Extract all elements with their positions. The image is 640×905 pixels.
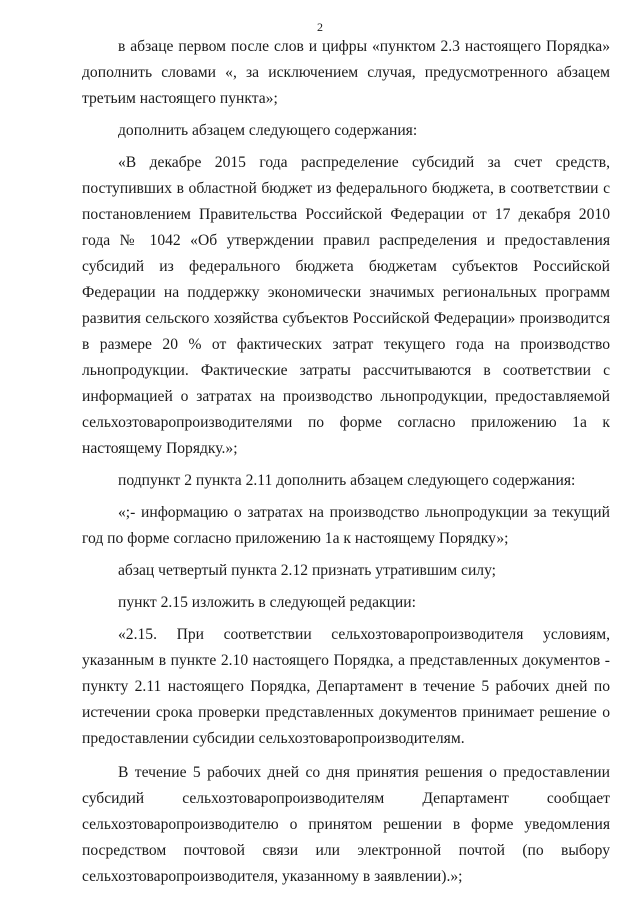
paragraph-cost-information: «;- информацию о затратах на производство льнопродукции за текущий год по форме согласно приложению 1а к настоящему Порядку»; — [82, 504, 610, 547]
paragraph-2-15-instruction: пункт 2.15 изложить в следующей редакции: — [118, 594, 416, 611]
paragraph-december-2015-subsidies: «В декабре 2015 года распределение субсидий за счет средств, поступивших в областной бюджет из федерального бюджета, в соответствии с постановлением Правительства Российской Федерации от 17 декабря 2010 года № 1042 «Об утверждении правил распределения и предоставления субсидий из федерального бюджета бюджетам субъектов Российской Федерации на поддержку экономически значимых региональных программ развития сельского хозяйства субъектов Российской Федерации» производится в размере 20 % от фактических затрат текущего года на производство льнопродукции. Фактические затраты рассчитываются в соответствии с информацией о затратах на производство льнопродукции, предоставляемой сельхозтоваропроизводителями по форме согласно приложению 1а к настоящему Порядку.»; — [82, 154, 610, 457]
paragraph-notification: В течение 5 рабочих дней со дня принятия решения о предоставлении субсидий сельхозтоваропроизводителям Департамент сообщает сельхозтоваропроизводителю о принятом решении в форме уведомления посредством почтовой связи или электронной почтой (по выбору сельхозтоваропроизводителя, указанному в заявлении).»; — [82, 764, 610, 885]
paragraph-add-abzac-instruction: дополнить абзацем следующего содержания: — [118, 122, 418, 139]
paragraph-2-15-text: «2.15. При соответствии сельхозтоваропроизводителя условиям, указанным в пункте 2.10 настоящего Порядка, а представленных документов - пункту 2.11 настоящего Порядка, Департамент в течение 5 рабочих дней по истечении срока проверки представленных документов принимает решение о предоставлении субсидии сельхозтоваропроизводителям. — [82, 626, 610, 747]
paragraph-subpoint-2-11-instruction: подпункт 2 пункта 2.11 дополнить абзацем следующего содержания: — [118, 472, 576, 489]
document-body — [82, 34, 610, 890]
page-number: 2 — [317, 20, 323, 34]
paragraph-amendment-first-abzac: в абзаце первом после слов и цифры «пунктом 2.3 настоящего Порядка» дополнить словами «, за исключением случая, предусмотренного абзацем третьим настоящего пункта»; — [82, 38, 610, 107]
paragraph-2-12-invalid: абзац четвертый пункта 2.12 признать утратившим силу; — [118, 562, 497, 579]
